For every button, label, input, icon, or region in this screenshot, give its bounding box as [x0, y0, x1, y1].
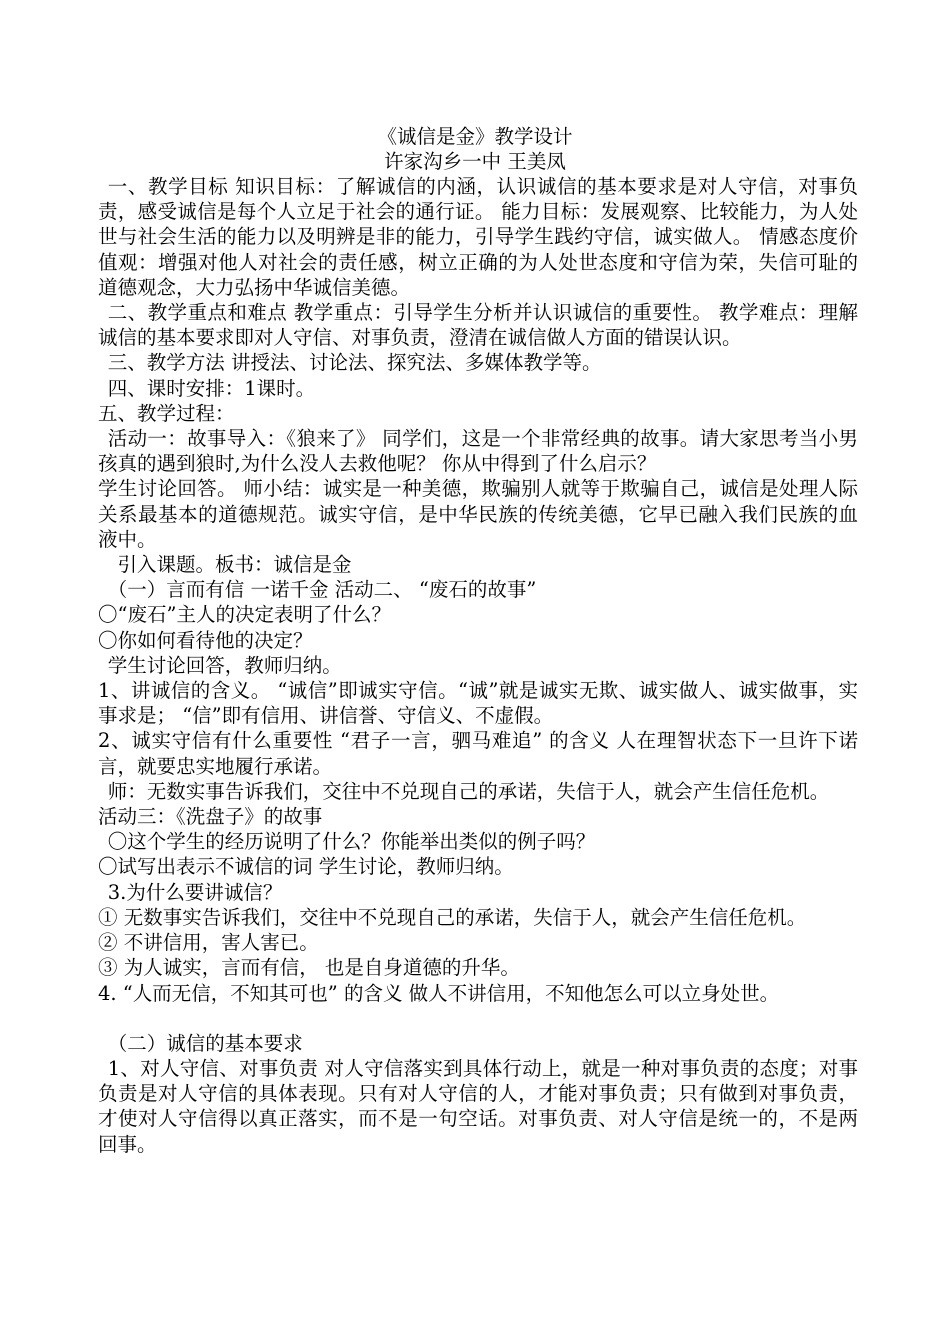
requirement-one: 1、对人守信、对事负责 对人守信落实到具体行动上，就是一种对事负责的态度；对事负责是对人守信的具体表现。只有对人守信的人，才能对事负责；只有做到对事负责，才使对人守信得以真正落实，而不是一句空话。对事负责、对人守信是统一的，不是两回事。 — [98, 1056, 858, 1156]
teacher-summary: 学生讨论回答。 师小结：诚实是一种美德，欺骗别人就等于欺骗自己，诚信是处理人际关系最基本的道德规范。诚实守信，是中华民族的传统美德，它早已融入我们民族的血液中。 — [98, 477, 858, 551]
discussion-note: 学生讨论回答，教师归纳。 — [107, 653, 342, 677]
reason-item: ③ 为人诚实，言而有信， 也是自身道德的升华。 — [98, 956, 520, 980]
question-item: 〇试写出表示不诚信的词 学生讨论，教师归纳。 — [98, 855, 514, 879]
point-two: 2、诚实守信有什么重要性 “君子一言，驷马难追” 的含义 人在理智状态下一旦许下诺言，就要忠实地履行承诺。 — [98, 729, 858, 778]
section-objectives: 一、教学目标 知识目标：了解诚信的内涵，认识诚信的基本要求是对人守信，对事负责，感受诚信是每个人立足于社会的通行证。 能力目标：发展观察、比较能力，为人处世与社会生活的能力以及明辨是非的能力，引导学生践约守信，诚实做人。 情感态度价值观：增强对他人对社会的责任感，树立正确的为人处世态度和守信为荣，失信可耻的道德观念，大力弘扬中华诚信美德。 — [98, 175, 858, 299]
activity-three: 活动三：《洗盘子》的故事 — [98, 805, 323, 829]
document-title: 《诚信是金》教学设计 — [377, 125, 573, 148]
point-one: 1、讲诚信的含义。 “诚信”即诚实守信。“诚”就是诚实无欺、诚实做人、诚实做事，实事求是； “信”即有信用、讲信誉、守信义、不虚假。 — [98, 679, 858, 728]
question-item: 〇这个学生的经历说明了什么？你能举出类似的例子吗？ — [107, 830, 596, 854]
question-item: 〇“废石”主人的决定表明了什么？ — [98, 603, 391, 627]
document-author: 许家沟乡一中 王美凤 — [384, 150, 566, 173]
section-process: 五、教学过程： — [98, 401, 235, 425]
question-item: 〇你如何看待他的决定？ — [98, 628, 313, 652]
section-methods: 三、教学方法 讲授法、讨论法、探究法、多媒体教学等。 — [107, 351, 602, 375]
section-schedule: 四、课时安排：1课时。 — [107, 376, 316, 400]
point-four: 4. “人而无信，不知其可也” 的含义 做人不讲信用，不知他怎么可以立身处世。 — [98, 981, 780, 1005]
blank-line — [98, 1006, 858, 1031]
lesson-topic: 引入课题。板书：诚信是金 — [117, 553, 352, 577]
activity-one: 活动一：故事导入：《狼来了》 同学们，这是一个非常经典的故事。请大家思考当小男孩真的遇到狼时,为什么没人去救他呢？ 你从中得到了什么启示？ — [98, 427, 858, 476]
reason-item: ① 无数事实告诉我们，交往中不兑现自己的承诺，失信于人，就会产生信任危机。 — [98, 905, 807, 929]
teacher-note: 师：无数实事告诉我们，交往中不兑现自己的承诺，失信于人，就会产生信任危机。 — [107, 779, 830, 803]
subsection-two: （二）诚信的基本要求 — [107, 1031, 303, 1055]
reason-item: ② 不讲信用，害人害已。 — [98, 931, 319, 955]
subsection-one: （一）言而有信 一诺千金 活动二、 “废石的故事” — [107, 578, 537, 602]
point-three: 3.为什么要讲诚信？ — [107, 880, 283, 904]
document-body — [98, 174, 858, 1157]
section-key-points: 二、教学重点和难点 教学重点：引导学生分析并认识诚信的重要性。 教学难点：理解诚信的基本要求即对人守信、对事负责，澄清在诚信做人方面的错误认识。 — [98, 301, 858, 350]
